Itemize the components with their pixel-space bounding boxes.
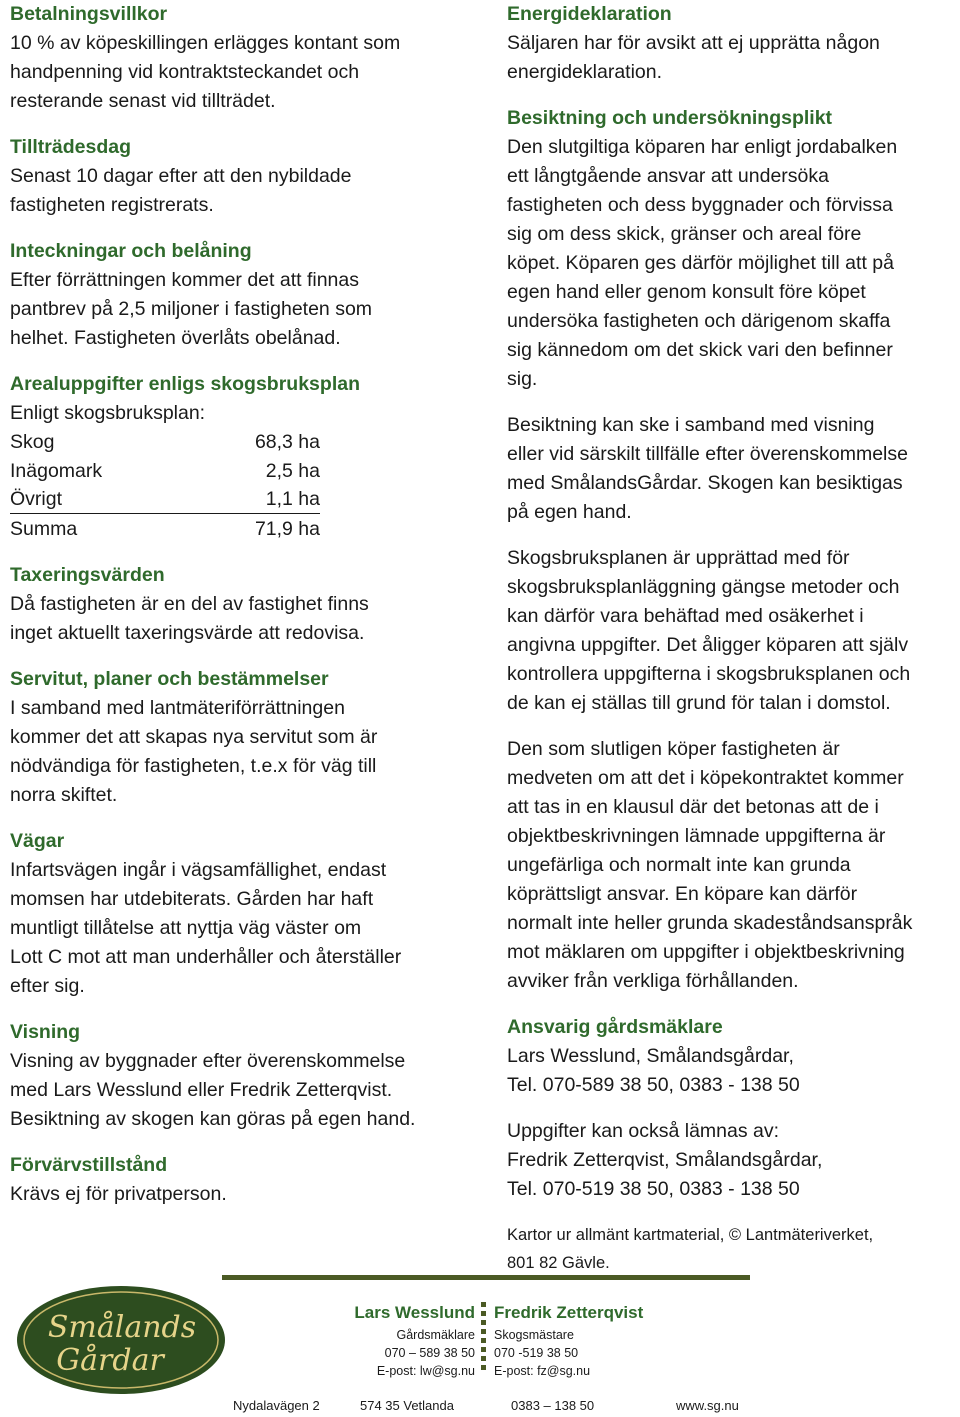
credit-line: Kartor ur allmänt kartmaterial, © Lantmäteriverket, [507, 1226, 874, 1244]
section-heading: Energideklaration [507, 3, 672, 25]
contact-email[interactable]: E-post: fz@sg.nu [494, 1364, 591, 1378]
section-vagar [10, 827, 480, 1001]
body-line: Lott C mot att man underhåller och återställer [10, 946, 402, 968]
section-heading: Tillträdesdag [10, 136, 132, 158]
body-line: inget aktuellt taxeringsvärde att redovisa. [10, 622, 365, 644]
section-heading: Besiktning och undersökningsplikt [507, 107, 833, 129]
body-line: handpenning vid kontraktsteckandet och [10, 61, 360, 83]
footer-divider [222, 1275, 750, 1280]
body-line: ungefärliga och normalt inte kan grunda [507, 854, 851, 876]
body-line: momsen har utdebiterats. Gården har haft [10, 888, 374, 910]
section-visning [10, 1018, 480, 1134]
section-heading: Betalningsvillkor [10, 3, 168, 25]
body-line: kan därför vara behäftad med osäkerhet i [507, 605, 864, 627]
contact-separator [481, 1302, 487, 1374]
section-servitut-planer-och-bestammelser [10, 665, 480, 810]
logo-line1: Smålands [47, 1310, 197, 1345]
credit-line: 801 82 Gävle. [507, 1254, 610, 1272]
body-line: kontrollera uppgifterna i skogsbruksplanen och [507, 663, 911, 685]
area-row [10, 515, 320, 544]
body-line: 10 % av köpeskillingen erlägges kontant som [10, 32, 401, 54]
body-line: Infartsvägen ingår i vägsamfällighet, endast [10, 859, 387, 881]
contact-lars [343, 1302, 475, 1380]
body-line: Visning av byggnader efter överenskommelse [10, 1050, 406, 1072]
body-line: Senast 10 dagar efter att den nybildade [10, 165, 352, 187]
smalands-gardar-logo [10, 1282, 232, 1402]
body-line: angivna uppgifter. Det åligger köparen att själv [507, 634, 909, 656]
area-intro: Enligt skogsbruksplan: [10, 402, 206, 424]
body-line: fastigheten och dess byggnader och förvissa [507, 194, 893, 216]
paragraph-block [507, 1117, 959, 1204]
section-tilltradesdag [10, 133, 480, 220]
contact-name: Lars Wesslund [354, 1303, 475, 1322]
section-heading: Taxeringsvärden [10, 564, 165, 586]
contact-email[interactable]: E-post: lw@sg.nu [376, 1364, 475, 1378]
body-line: Besiktning kan ske i samband med visning [507, 414, 875, 436]
section-heading: Ansvarig gårdsmäklare [507, 1016, 723, 1038]
section-ansvarig-gardsmaklare [507, 1013, 959, 1100]
body-line: köprättsligt ansvar. En köpare kan därför [507, 883, 858, 905]
body-line: Den slutgiltiga köparen har enligt jordabalken [507, 136, 898, 158]
body-line: ett långtgående ansvar att undersöka [507, 165, 829, 187]
paragraph-block [507, 735, 959, 996]
contact-title: Skogsmästare [494, 1328, 574, 1342]
body-line: kommer det att skapas nya servitut som är [10, 726, 378, 748]
body-line: sig kännedom om det skick vari den befinner [507, 339, 893, 361]
body-line: eller vid särskilt tillfälle efter överenskommelse [507, 443, 908, 465]
body-line: Skogsbruksplanen är upprättad med för [507, 547, 850, 569]
body-line: Fredrik Zetterqvist, Smålandsgårdar, [507, 1149, 823, 1171]
body-line: med Lars Wesslund eller Fredrik Zetterqvist. [10, 1079, 393, 1101]
contact-name: Fredrik Zetterqvist [494, 1303, 644, 1322]
body-line: sig. [507, 368, 538, 390]
area-value: 71,9 ha [254, 518, 320, 540]
body-line: efter sig. [10, 975, 85, 997]
body-line: Uppgifter kan också lämnas av: [507, 1120, 780, 1142]
area-row [10, 428, 320, 457]
section-heading: Vägar [10, 830, 65, 852]
body-line: pantbrev på 2,5 miljoner i fastigheten som [10, 298, 373, 320]
contact-title: Gårdsmäklare [396, 1328, 475, 1342]
body-line: Den som slutligen köper fastigheten är [507, 738, 840, 760]
section-heading: Arealuppgifter enligs skogsbruksplan [10, 373, 360, 395]
map-credit [507, 1221, 959, 1277]
body-line: resterande senast vid tillträdet. [10, 90, 276, 112]
body-line: att tas in en klausul där det betonas att de i [507, 796, 879, 818]
section-arealuppgifter-enligs-skogsbruksplan [10, 370, 480, 544]
body-line: muntligt tillåtelse att nyttja väg väster om [10, 917, 362, 939]
body-line: I samband med lantmäteriförrättningen [10, 697, 345, 719]
paragraph-block [507, 544, 959, 718]
body-line: undersöka fastigheten och därigenom skaffa [507, 310, 891, 332]
body-line: norra skiftet. [10, 784, 118, 806]
area-label: Övrigt [10, 488, 63, 510]
body-line: fastigheten registrerats. [10, 194, 214, 216]
left-column [10, 0, 480, 1226]
body-line: normalt inte heller grunda skadeståndsanspråk [507, 912, 913, 934]
paragraph-block [507, 411, 959, 527]
body-line: Då fastigheten är en del av fastighet finns [10, 593, 369, 615]
section-forvarvstillstand [10, 1151, 480, 1209]
area-row [10, 486, 320, 514]
section-betalningsvillkor [10, 0, 480, 116]
contact-phone: 070 -519 38 50 [494, 1346, 579, 1360]
contact-phone: 070 – 589 38 50 [384, 1346, 475, 1360]
body-line: de kan ej ställas till grund för talan i domstol. [507, 692, 891, 714]
contact-fredrik [494, 1302, 674, 1380]
logo-line2: Gårdar [56, 1343, 164, 1378]
body-line: Efter förrättningen kommer det att finnas [10, 269, 360, 291]
body-line: sig om dess skick, gränser och areal före [507, 223, 862, 245]
footer-web[interactable]: www.sg.nu [676, 1398, 739, 1413]
body-line: med SmålandsGårdar. Skogen kan besiktigas [507, 472, 903, 494]
footer-postal: 574 35 Vetlanda [360, 1398, 454, 1413]
body-line: Krävs ej för privatperson. [10, 1183, 227, 1205]
area-value: 2,5 ha [265, 460, 320, 482]
right-column [507, 0, 959, 1277]
body-line: helhet. Fastigheten överlåts obelånad. [10, 327, 341, 349]
section-heading: Inteckningar och belåning [10, 240, 252, 262]
section-besiktning-och-undersokningsplikt [507, 104, 959, 394]
body-line: Besiktning av skogen kan göras på egen hand. [10, 1108, 416, 1130]
body-line: skogsbruksplanläggning gängse metoder och [507, 576, 900, 598]
area-label: Skog [10, 431, 55, 453]
section-inteckningar-och-belaning [10, 237, 480, 353]
section-heading: Visning [10, 1021, 81, 1043]
body-line: Säljaren har för avsikt att ej upprätta någon [507, 32, 880, 54]
body-line: egen hand eller genom konsult före köpet [507, 281, 866, 303]
section-heading: Servitut, planer och bestämmelser [10, 668, 329, 690]
area-label: Inägomark [10, 460, 103, 482]
area-value: 1,1 ha [265, 488, 320, 510]
section-heading: Förvärvstillstånd [10, 1154, 168, 1176]
section-energideklaration [507, 0, 959, 87]
area-label: Summa [10, 518, 78, 540]
body-line: Tel. 070-589 38 50, 0383 - 138 50 [507, 1074, 800, 1096]
body-line: avviker från verkliga förhållanden. [507, 970, 799, 992]
body-line: Tel. 070-519 38 50, 0383 - 138 50 [507, 1178, 800, 1200]
area-row [10, 457, 320, 486]
body-line: på egen hand. [507, 501, 632, 523]
footer-phone: 0383 – 138 50 [511, 1398, 595, 1413]
section-taxeringsvarden [10, 561, 480, 648]
footer-address: Nydalavägen 2 [233, 1398, 320, 1413]
body-line: mot mäklaren om uppgifter i objektbeskrivning [507, 941, 905, 963]
body-line: Lars Wesslund, Smålandsgårdar, [507, 1045, 794, 1067]
body-line: medveten om att det i köpekontraktet kommer [507, 767, 904, 789]
body-line: objektbeskrivningen lämnade uppgifterna är [507, 825, 886, 847]
body-line: köpet. Köparen ges därför möjlighet till att på [507, 252, 894, 274]
body-line: energideklaration. [507, 61, 663, 83]
body-line: nödvändiga för fastigheten, t.e.x för väg till [10, 755, 377, 777]
area-value: 68,3 ha [254, 431, 320, 453]
